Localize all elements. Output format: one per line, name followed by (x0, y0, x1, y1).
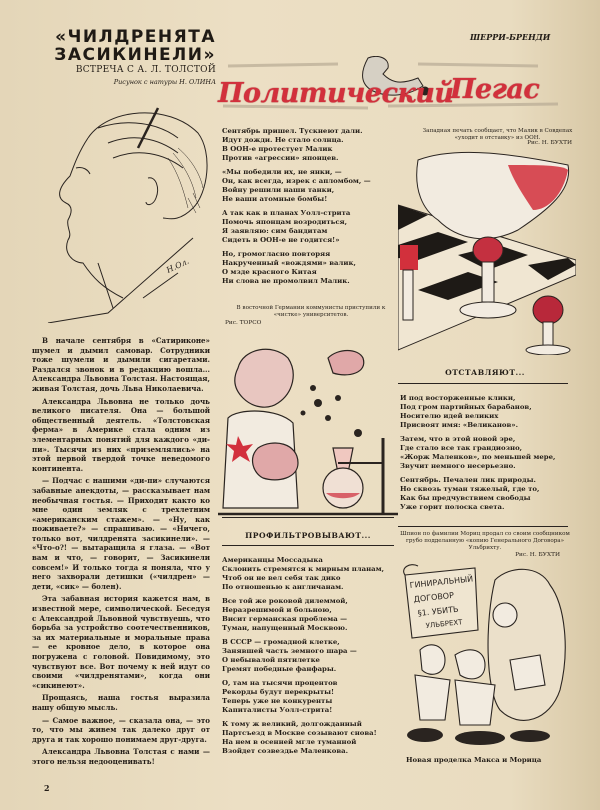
poem-stanza: Затем, что в этой новой эре, Где стало все так грандиозно, «Жорж Маленков», по меньшей мере, Звучит немного несерьезно. (400, 435, 556, 470)
poem-part2 (222, 556, 398, 761)
portrait-illustration (28, 98, 213, 323)
poem-part1 (222, 127, 392, 291)
poem-stanza: О, там на тысячи процентов Рекорды будут перекрыты! Теперь уже не конкуренты Капиталисты Уолл-стрита! (222, 679, 338, 714)
lab-cartoon-heading: ПРОФИЛЬТРОВЫВАЮТ... (245, 531, 371, 540)
lab-cartoon-credit: Рис. ТОРСО (225, 320, 262, 326)
divider (398, 383, 568, 384)
poem-stanza: В СССР — громадной клетке, Занявшей часть земного шара — О небывалой пятилетке Гремят победные фанфары. (222, 638, 357, 673)
lab-cartoon-caption: В восточной Германии коммунисты приступили к «чистке» университетов. (236, 305, 386, 318)
chess-cartoon-credit: Рис. Н. БУХТИ (527, 140, 572, 146)
svg-text:Н.Ол.: Н.Ол. (165, 256, 191, 275)
masthead (218, 56, 568, 116)
chess-cartoon-caption: Западная печать сообщает, что Малик в Совдепах «уходит в отставку» из ООН. (422, 128, 573, 141)
poem-stanza: К тому ж великий, долгожданный Партсъезд в Москве созывают снова! На нем в осенней мгле туманной Взойдет созвездье Маленкова. (222, 720, 377, 755)
article-subtitle: ВСТРЕЧА С А. Л. ТОЛСТОЙ (75, 65, 216, 75)
masthead-title-word2: Пегас (450, 74, 540, 105)
article-paragraph: Александра Львовна Толстая с нами — этого нельзя недооценивать! (32, 747, 210, 766)
article-title: «ЧИЛДРЕНЯТА ЗАСИКИНЕЛИ» (54, 27, 216, 65)
divider (222, 545, 394, 546)
divider (398, 526, 568, 527)
svg-text:УЛЬБРЕХТ: УЛЬБРЕХТ (425, 618, 463, 630)
illustration-credit: Рисунок с натуры Н. ОЛИНА (113, 78, 216, 86)
masthead-title-word1: Политический (218, 78, 454, 109)
poem-stanza: Все той же роковой дилеммой, Неразрешимой и больною, Висит германская проблема — Туман, напущенный Москвою. (222, 597, 348, 632)
poem-part3 (400, 394, 575, 517)
treaty-cartoon-credit: Рис. Н. БУХТИ (515, 552, 560, 558)
poem-stanza: Сентябрь. Печален лик природы. Но сквозь туман тяжелый, где то, Как бы предчувствием свободы Уже горит полоска света. (400, 476, 540, 511)
article-paragraph: В начале сентября в «Сатириконе» шумел и дымил самовар. Сотрудники тоже шумели и дымили сигаретами. Раздался звонок и в редакцию вошла... Александра Львовна Толстая. Настоящая, живая Толстая, дочь Льва Николаевича. (32, 336, 210, 393)
svg-text:ДОГОВОР: ДОГОВОР (413, 590, 455, 604)
lab-cartoon-illustration (218, 338, 398, 518)
svg-text:ГИНИРАЛЬНЫЙ: ГИНИРАЛЬНЫЙ (409, 574, 474, 590)
poem-stanza: А так как в планах Уолл-стрита Помочь японцам возродиться, Я заявляю: сим бандитам Сидеть в ООН-е не годится!» (222, 209, 351, 244)
poem-stanza: «Мы победили их, не янки, — Он, как всегда, изрек с апломбом, — Войну решили наши танки, Не ваши атомные бомбы! (222, 168, 371, 203)
article-paragraph: Эта забавная история кажется нам, в известной мере, символической. Беседуя с Александрой Львовной чувствуешь, что борьба за устройство соотечественников, за их материальные и моральные права — ее кровное дело, в которое она погружена с головой. Повидимому, это чувствуют все. Вот почему к ней идут со своими «чилдренятами», когда они «сикинеют». (32, 594, 210, 690)
article-paragraph: Александра Львовна не только дочь великого писателя. Она — большой общественный деятель. «Толстовская ферма» в Америке стала одним из элементарных понятий для каждого «ди-пи». Тысячи из них «приземлялись» на этой первой твердой точке неведомого континента. (32, 396, 210, 473)
treaty-cartoon-bottom-caption: Новая проделка Макса и Морица (406, 756, 542, 764)
poem-stanza: И под восторженные клики, Под гром партийных барабанов, Носителю идей великих Присвоят имя: «Великанов». (400, 394, 532, 429)
article-paragraph: — Подчас с нашими «ди-пи» случаются забавные анекдоты, — рассказывает нам необычная гостья. — Приходит както ко мне один земляк с трехлетним «американским стажем». — «Ну, как поживаете?» — спрашиваю. — «Ничего, только вот, чилдренята засикинели». — «Что-о?! — вытаращила я глаза. — «Вот вам и что, — говорит, — Засикинели совсем!» И только тогда я поняла, что у него захворали детишки («чилдрен» — дети, «сик» — болен). (32, 476, 210, 591)
poem-stanza: Но, громогласно повторяя Накрученный «вождями» валик, О мзде красного Китая Ни слова не промолвил Малик. (222, 250, 356, 285)
article-paragraph: — Самое важное, — сказала она, — это то, что мы живем так далеко друг от друга и так хорошо понимаем друг-друга. (32, 715, 210, 744)
treaty-cartoon-caption: Шпион по фамилии Мориц продал со своим сообщником грубо подделанную «копию Генерального Договора» Ульбрихту. (400, 531, 570, 551)
chess-cartoon-illustration (398, 150, 576, 355)
article-paragraph: Прощаясь, наша гостья выразила нашу общую мысль. (32, 693, 210, 712)
chess-cartoon-heading: ОТСТАВЛЯЮТ... (445, 368, 525, 377)
svg-text:§1. УБИТЬ: §1. УБИТЬ (417, 604, 459, 618)
poem-stanza: Американцы Моссадыка Склонить стремятся к мирным планам, Чтоб он не вел себя так дико По отношенью к англичанам. (222, 556, 384, 591)
article-body (32, 336, 210, 770)
divider (222, 517, 394, 518)
poem-stanza: Сентябрь пришел. Тускнеют дали. Идут дожди. Не стало солнца. В ООН-е протестует Малик Против «агрессии» японцев. (222, 127, 363, 162)
page-number: 2 (44, 783, 50, 793)
treaty-cartoon-illustration (400, 560, 575, 750)
column-author: ШЕРРИ-БРЕНДИ (470, 32, 551, 42)
